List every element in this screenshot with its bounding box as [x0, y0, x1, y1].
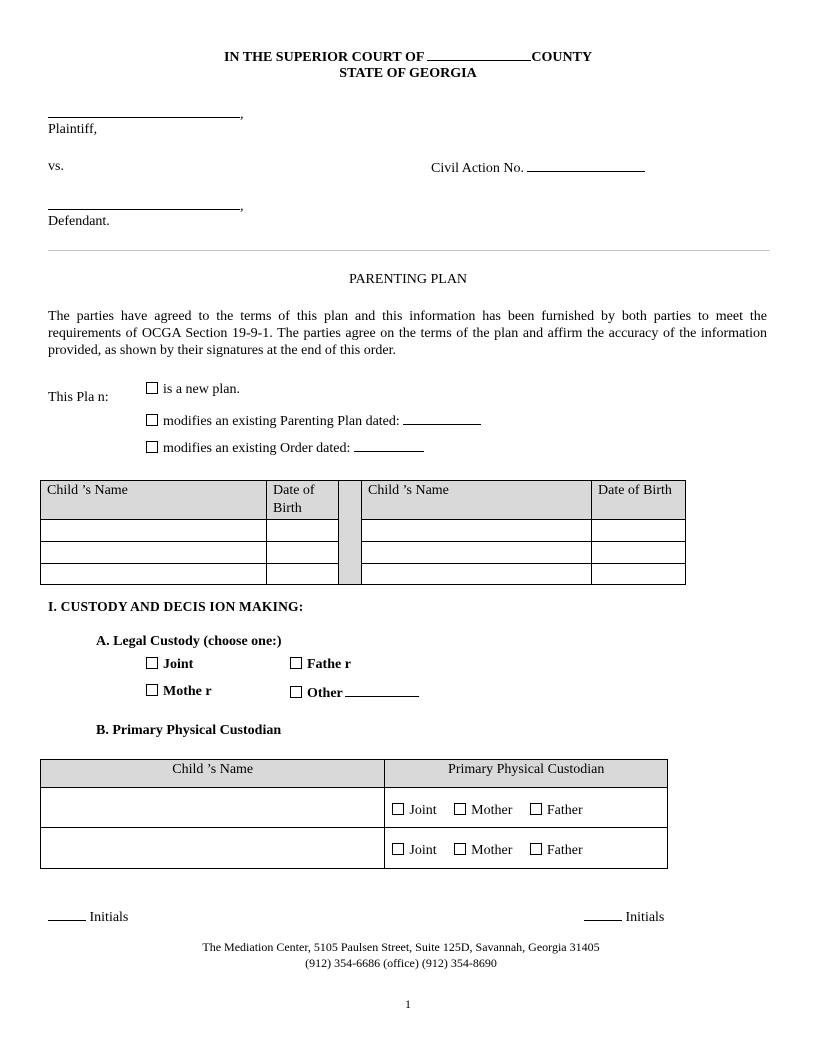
initials-blank[interactable] — [48, 908, 86, 921]
divider — [48, 250, 770, 251]
option-father[interactable]: Father — [530, 843, 583, 858]
child-name-cell[interactable] — [362, 564, 592, 585]
checkbox[interactable] — [146, 414, 158, 426]
custodian-options-cell — [385, 788, 668, 828]
table-row — [41, 520, 686, 542]
checkbox[interactable] — [530, 843, 542, 855]
dob-cell[interactable] — [267, 520, 339, 542]
section-heading-custody: I. CUSTODY AND DECIS ION MAKING: — [48, 599, 304, 614]
checkbox[interactable] — [392, 843, 404, 855]
checkbox[interactable] — [146, 684, 158, 696]
header-cell: Date of Birth — [267, 481, 339, 520]
initials-left: Initials — [48, 908, 128, 926]
defendant-blank[interactable] — [48, 197, 240, 210]
initials-right: Initials — [584, 908, 664, 926]
plaintiff-blank[interactable] — [48, 105, 240, 118]
court-prefix: IN THE SUPERIOR COURT OF — [223, 50, 424, 65]
plan-option-new[interactable]: is a new plan. — [146, 382, 240, 398]
table-header-row — [41, 760, 668, 788]
initials-blank[interactable] — [584, 908, 622, 921]
custodian-options — [385, 797, 667, 819]
option-father[interactable]: Father — [530, 803, 583, 818]
header-cell: Date of Birth — [592, 481, 686, 520]
dob-cell[interactable] — [267, 564, 339, 585]
legal-custody-heading: A. Legal Custody (choose one:) — [96, 634, 282, 649]
civil-action-blank[interactable] — [527, 159, 645, 172]
order-date-blank[interactable] — [354, 439, 424, 452]
plaintiff-line-row — [48, 105, 244, 123]
dob-cell[interactable] — [267, 542, 339, 564]
child-name-cell[interactable] — [41, 788, 385, 828]
option-joint[interactable]: Joint — [392, 843, 436, 858]
other-blank[interactable] — [345, 684, 419, 697]
footer-phones: (912) 354-6686 (office) (912) 354-8690 — [305, 956, 497, 970]
checkbox[interactable] — [146, 441, 158, 453]
table-header-row — [41, 481, 686, 520]
physical-custodian-heading: B. Primary Physical Custodian — [96, 723, 282, 738]
footer-address: The Mediation Center, 5105 Paulsen Street, Suite 125D, Savannah, Georgia 31405 — [202, 940, 600, 954]
court-heading — [0, 48, 816, 66]
dob-cell[interactable] — [592, 564, 686, 585]
table-row — [41, 788, 668, 828]
checkbox[interactable] — [454, 843, 466, 855]
header-cell: Child ’s Name — [362, 481, 592, 520]
plan-date-blank[interactable] — [403, 412, 481, 425]
custodian-options — [385, 837, 667, 859]
plan-option-modifies-order[interactable]: modifies an existing Order dated: — [146, 439, 424, 457]
plaintiff-label: Plaintiff, — [48, 122, 98, 137]
checkbox[interactable] — [392, 803, 404, 815]
child-name-cell[interactable] — [41, 542, 267, 564]
plan-label: This Pla n: — [48, 390, 109, 405]
child-name-cell[interactable] — [41, 828, 385, 869]
header-cell: Child ’s Name — [41, 760, 385, 788]
option-mother[interactable]: Mother — [454, 803, 512, 818]
defendant-line-row — [48, 197, 244, 215]
child-name-cell[interactable] — [362, 542, 592, 564]
header-cell: Primary Physical Custodian — [385, 760, 668, 788]
checkbox[interactable] — [530, 803, 542, 815]
checkbox[interactable] — [454, 803, 466, 815]
children-table — [40, 480, 686, 585]
comma: , — [240, 199, 244, 214]
legal-option-other[interactable]: Other — [290, 684, 419, 702]
civil-action-row — [431, 159, 645, 177]
child-name-cell[interactable] — [41, 520, 267, 542]
child-name-cell[interactable] — [41, 564, 267, 585]
custodian-options-cell — [385, 828, 668, 869]
option-joint[interactable]: Joint — [392, 803, 436, 818]
county-blank[interactable] — [427, 48, 531, 61]
checkbox[interactable] — [290, 657, 302, 669]
checkbox[interactable] — [290, 686, 302, 698]
vs-label: vs. — [48, 159, 64, 174]
civil-action-label: Civil Action No. — [431, 161, 524, 176]
intro-paragraph: The parties have agreed to the terms of this plan and this information has been furnished by both parties to meet the requirements of OCGA Section 19-9-1. The parties agree on the terms of the plan and affirm the accuracy of the information provided, as shown by their signatures at the end of this order. — [48, 309, 767, 358]
physical-custodian-table — [40, 759, 668, 869]
table-row — [41, 564, 686, 585]
table-row — [41, 542, 686, 564]
plan-option-modifies-plan[interactable]: modifies an existing Parenting Plan dated: — [146, 412, 481, 430]
comma: , — [240, 107, 244, 122]
legal-option-joint[interactable]: Joint — [146, 657, 193, 673]
legal-option-father[interactable]: Fathe r — [290, 657, 351, 673]
court-suffix: COUNTY — [531, 50, 593, 65]
state-heading: STATE OF GEORGIA — [339, 66, 477, 81]
checkbox[interactable] — [146, 657, 158, 669]
option-mother[interactable]: Mother — [454, 843, 512, 858]
table-row — [41, 828, 668, 869]
page-number: 1 — [405, 997, 411, 1011]
legal-option-mother[interactable]: Mothe r — [146, 684, 212, 700]
page-title: PARENTING PLAN — [348, 272, 468, 287]
separator-column — [339, 481, 362, 585]
checkbox[interactable] — [146, 382, 158, 394]
defendant-label: Defendant. — [48, 214, 110, 229]
dob-cell[interactable] — [592, 520, 686, 542]
header-cell: Child ’s Name — [41, 481, 267, 520]
child-name-cell[interactable] — [362, 520, 592, 542]
dob-cell[interactable] — [592, 542, 686, 564]
